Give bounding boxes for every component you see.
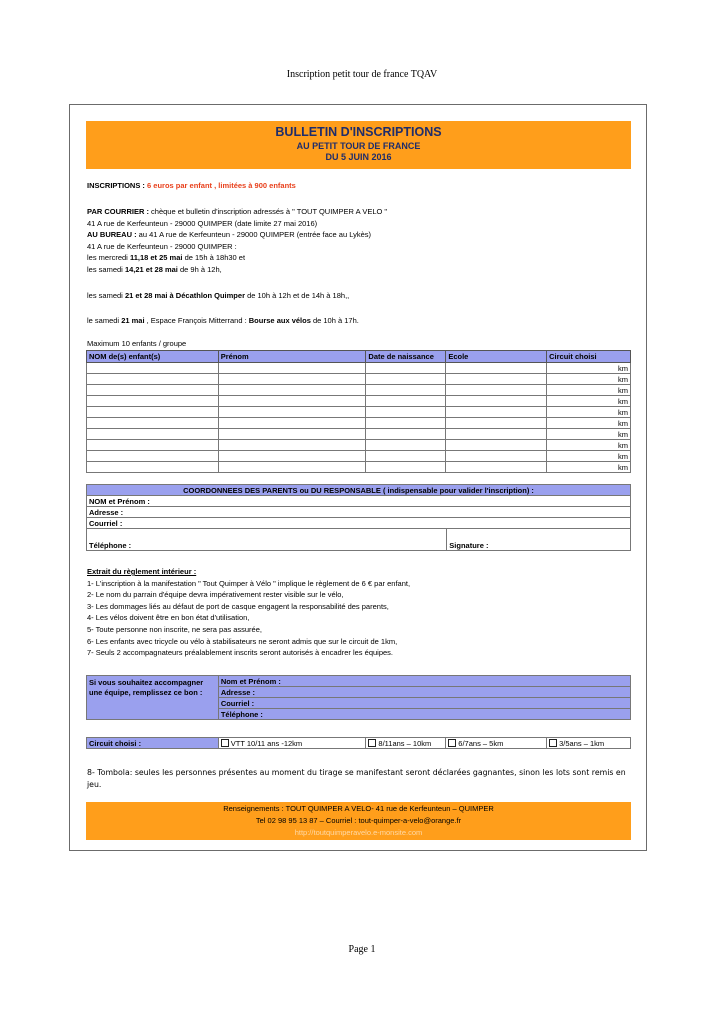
- decathlon-bold: 21 et 28 mai à Décathlon Quimper: [124, 291, 245, 300]
- child-circuit-cell[interactable]: km: [547, 396, 631, 407]
- child-school-cell[interactable]: [446, 429, 547, 440]
- table-row: [87, 462, 631, 473]
- child-school-cell[interactable]: [446, 418, 547, 429]
- bureau-line4-bold: 14,21 et 28 mai: [124, 264, 178, 274]
- parent-email-field[interactable]: Courriel :: [87, 518, 631, 529]
- circuit-label: Circuit choisi :: [87, 738, 219, 749]
- child-birthdate-cell[interactable]: [366, 440, 446, 451]
- child-name-cell[interactable]: [87, 363, 219, 374]
- reglement-item: 1- L'inscription à la manifestation " Tout Quimper à Vélo " implique le règlement de 6 € par enfant,: [87, 578, 411, 588]
- bourse-bold1: 21 mai: [121, 316, 145, 325]
- parent-signature-field[interactable]: Signature :: [447, 529, 631, 551]
- accompagner-table: [86, 675, 631, 720]
- child-circuit-cell[interactable]: km: [547, 440, 631, 451]
- children-table: [86, 350, 631, 473]
- child-school-cell[interactable]: [446, 363, 547, 374]
- info-box: [86, 802, 631, 840]
- reglement-item: 7- Seuls 2 accompagnateurs préalablement inscrits seront autorisés à encadrer les équipes.: [87, 648, 393, 658]
- child-name-cell[interactable]: [87, 407, 219, 418]
- parents-table: [86, 484, 631, 551]
- decathlon-line: [87, 290, 349, 302]
- title-banner: [86, 121, 631, 169]
- circuit-option-1km[interactable]: [547, 738, 631, 749]
- child-school-cell[interactable]: [446, 396, 547, 407]
- table-row: [87, 363, 631, 374]
- page-footer: Page 1: [348, 944, 376, 955]
- website-link[interactable]: http://toutquimperavelo.e-monsite.com: [294, 828, 423, 837]
- child-birthdate-cell[interactable]: [366, 462, 446, 473]
- inscriptions-value: 6 euros par enfant , limitées à 900 enfants: [147, 181, 296, 190]
- table-row: [87, 418, 631, 429]
- courrier-label: PAR COURRIER :: [87, 207, 152, 216]
- child-circuit-cell[interactable]: km: [547, 451, 631, 462]
- col-header-ecole: Ecole: [446, 351, 547, 363]
- child-circuit-cell[interactable]: km: [547, 429, 631, 440]
- decathlon-pre: les samedi: [87, 291, 125, 300]
- courrier-text: chèque et bulletin d'inscription adressés à " TOUT QUIMPER A VELO ": [151, 207, 388, 216]
- reglement-title: Extrait du règlement intérieur :: [87, 567, 197, 576]
- bureau-line3-bold: 11,18 et 25 mai: [129, 253, 183, 263]
- child-circuit-cell[interactable]: km: [547, 385, 631, 396]
- tombola-note: 8- Tombola: seules les personnes présentes au moment du tirage se manifestant seront déclarées gagnantes, sinon les lots sont remis en jeu.: [87, 768, 626, 789]
- child-birthdate-cell[interactable]: [366, 385, 446, 396]
- circuit-option-label: 8/11ans – 10km: [378, 738, 432, 748]
- accomp-phone-field[interactable]: Téléphone :: [218, 709, 630, 720]
- parent-phone-field[interactable]: Téléphone :: [87, 529, 447, 551]
- bureau-line2: 41 A rue de Kerfeunteun - 29000 QUIMPER :: [87, 241, 237, 251]
- circuit-option-vtt[interactable]: [218, 738, 366, 749]
- child-name-cell[interactable]: [87, 396, 219, 407]
- child-firstname-cell[interactable]: [218, 407, 366, 418]
- page-header: Inscription petit tour de france TQAV: [286, 69, 438, 80]
- max-note: Maximum 10 enfants / groupe: [87, 339, 187, 348]
- circuit-option-label: 6/7ans – 5km: [458, 738, 504, 748]
- reglement-item: 2- Le nom du parrain d'équipe devra impérativement rester visible sur le vélo,: [87, 590, 344, 600]
- child-circuit-cell[interactable]: km: [547, 462, 631, 473]
- child-birthdate-cell[interactable]: [366, 418, 446, 429]
- accompagner-prompt: Si vous souhaitez accompagner une équipe, remplissez ce bon :: [87, 676, 219, 720]
- child-firstname-cell[interactable]: [218, 418, 366, 429]
- bureau-line4-pre: les samedi: [87, 264, 125, 274]
- child-firstname-cell[interactable]: [218, 429, 366, 440]
- child-name-cell[interactable]: [87, 429, 219, 440]
- accomp-email-field[interactable]: Courriel :: [218, 698, 630, 709]
- child-name-cell[interactable]: [87, 385, 219, 396]
- child-school-cell[interactable]: [446, 440, 547, 451]
- accomp-address-field[interactable]: Adresse :: [218, 687, 630, 698]
- child-circuit-cell[interactable]: km: [547, 407, 631, 418]
- child-firstname-cell[interactable]: [218, 374, 366, 385]
- table-row: [87, 451, 631, 462]
- child-name-cell[interactable]: [87, 451, 219, 462]
- checkbox-icon[interactable]: [549, 739, 557, 747]
- table-row: [87, 396, 631, 407]
- child-school-cell[interactable]: [446, 407, 547, 418]
- table-row: [87, 440, 631, 451]
- decathlon-post: de 10h à 12h et de 14h à 18h,,: [244, 291, 350, 300]
- inscriptions-line: [87, 180, 296, 192]
- table-row: [87, 385, 631, 396]
- bourse-bold2: Bourse aux vélos: [248, 316, 311, 325]
- bourse-pre: le samedi: [87, 316, 122, 325]
- reglement-item: 3- Les dommages liés au défaut de port de casque engagent la responsabilité des parents,: [87, 601, 389, 611]
- child-birthdate-cell[interactable]: [366, 407, 446, 418]
- col-header-nom: NOM de(s) enfant(s): [87, 351, 219, 363]
- bureau-label: AU BUREAU :: [87, 230, 139, 240]
- checkbox-icon[interactable]: [448, 739, 456, 747]
- bourse-post: de 10h à 17h.: [310, 316, 359, 325]
- circuit-option-label: 3/5ans – 1km: [559, 738, 605, 748]
- parent-address-field[interactable]: Adresse :: [87, 507, 631, 518]
- child-birthdate-cell[interactable]: [366, 374, 446, 385]
- table-row: [87, 429, 631, 440]
- child-school-cell[interactable]: [446, 385, 547, 396]
- parent-name-field[interactable]: NOM et Prénom :: [87, 496, 631, 507]
- child-circuit-cell[interactable]: km: [547, 374, 631, 385]
- circuit-option-10km[interactable]: [366, 738, 446, 749]
- col-header-prenom: Prénom: [218, 351, 366, 363]
- child-circuit-cell[interactable]: km: [547, 363, 631, 374]
- circuit-table: [86, 737, 631, 749]
- bourse-line: [87, 315, 359, 327]
- form-title: BULLETIN D'INSCRIPTIONS: [275, 125, 442, 139]
- circuit-option-label: VTT 10/11 ans -12km: [230, 738, 303, 748]
- child-name-cell[interactable]: [87, 462, 219, 473]
- bureau-text: au 41 A rue de Kerfeunteun - 29000 QUIMPER (entrée face au Lykès): [138, 230, 372, 240]
- inscriptions-label: INSCRIPTIONS :: [87, 181, 148, 190]
- reglement-item: 5- Toute personne non inscrite, ne sera pas assurée,: [87, 624, 262, 634]
- child-birthdate-cell[interactable]: [366, 363, 446, 374]
- table-row: [87, 374, 631, 385]
- child-birthdate-cell[interactable]: [366, 429, 446, 440]
- child-name-cell[interactable]: [87, 418, 219, 429]
- bourse-mid: , Espace François Mitterrand :: [144, 316, 249, 325]
- child-firstname-cell[interactable]: [218, 451, 366, 462]
- courrier-line2: 41 A rue de Kerfeunteun - 29000 QUIMPER (date limite 27 mai 2016): [87, 218, 318, 228]
- bureau-line4-post: de 9h à 12h,: [177, 264, 222, 274]
- bureau-line3-post: de 15h à 18h30 et: [182, 253, 246, 263]
- info-line2: Tel 02 98 95 13 87 – Courriel : tout-quimper-a-velo@orange.fr: [255, 816, 462, 825]
- child-firstname-cell[interactable]: [218, 396, 366, 407]
- child-birthdate-cell[interactable]: [366, 451, 446, 462]
- reglement-item: 4- Les vélos doivent être en bon état d'utilisation,: [87, 613, 250, 623]
- child-name-cell[interactable]: [87, 374, 219, 385]
- reglement-item: 6- Les enfants avec tricycle ou vélo à stabilisateurs ne seront admis que sur le circuit de 1km,: [87, 636, 398, 646]
- accomp-name-field[interactable]: Nom et Prénom :: [218, 676, 630, 687]
- circuit-option-5km[interactable]: [446, 738, 547, 749]
- checkbox-icon[interactable]: [221, 739, 229, 747]
- child-circuit-cell[interactable]: km: [547, 418, 631, 429]
- child-firstname-cell[interactable]: [218, 363, 366, 374]
- child-firstname-cell[interactable]: [218, 385, 366, 396]
- child-school-cell[interactable]: [446, 462, 547, 473]
- form-subtitle: AU PETIT TOUR DE FRANCE: [296, 141, 421, 151]
- child-firstname-cell[interactable]: [218, 462, 366, 473]
- col-header-circuit: Circuit choisi: [547, 351, 631, 363]
- form-date: DU 5 JUIN 2016: [325, 152, 392, 162]
- children-table-header: [87, 351, 631, 363]
- child-school-cell[interactable]: [446, 451, 547, 462]
- courrier-block: [87, 206, 387, 276]
- reglement-block: [87, 566, 410, 659]
- col-header-date-naissance: Date de naissance: [366, 351, 446, 363]
- child-name-cell[interactable]: [87, 440, 219, 451]
- checkbox-icon[interactable]: [368, 739, 376, 747]
- table-row: [87, 407, 631, 418]
- child-birthdate-cell[interactable]: [366, 396, 446, 407]
- child-firstname-cell[interactable]: [218, 440, 366, 451]
- child-school-cell[interactable]: [446, 374, 547, 385]
- parents-heading: COORDONNEES DES PARENTS ou DU RESPONSABLE ( indispensable pour valider l'inscription) :: [87, 485, 631, 496]
- info-line1: Renseignements : TOUT QUIMPER A VELO- 41 rue de Kerfeunteun – QUIMPER: [223, 804, 494, 813]
- bureau-line3-pre: les mercredi: [87, 253, 130, 263]
